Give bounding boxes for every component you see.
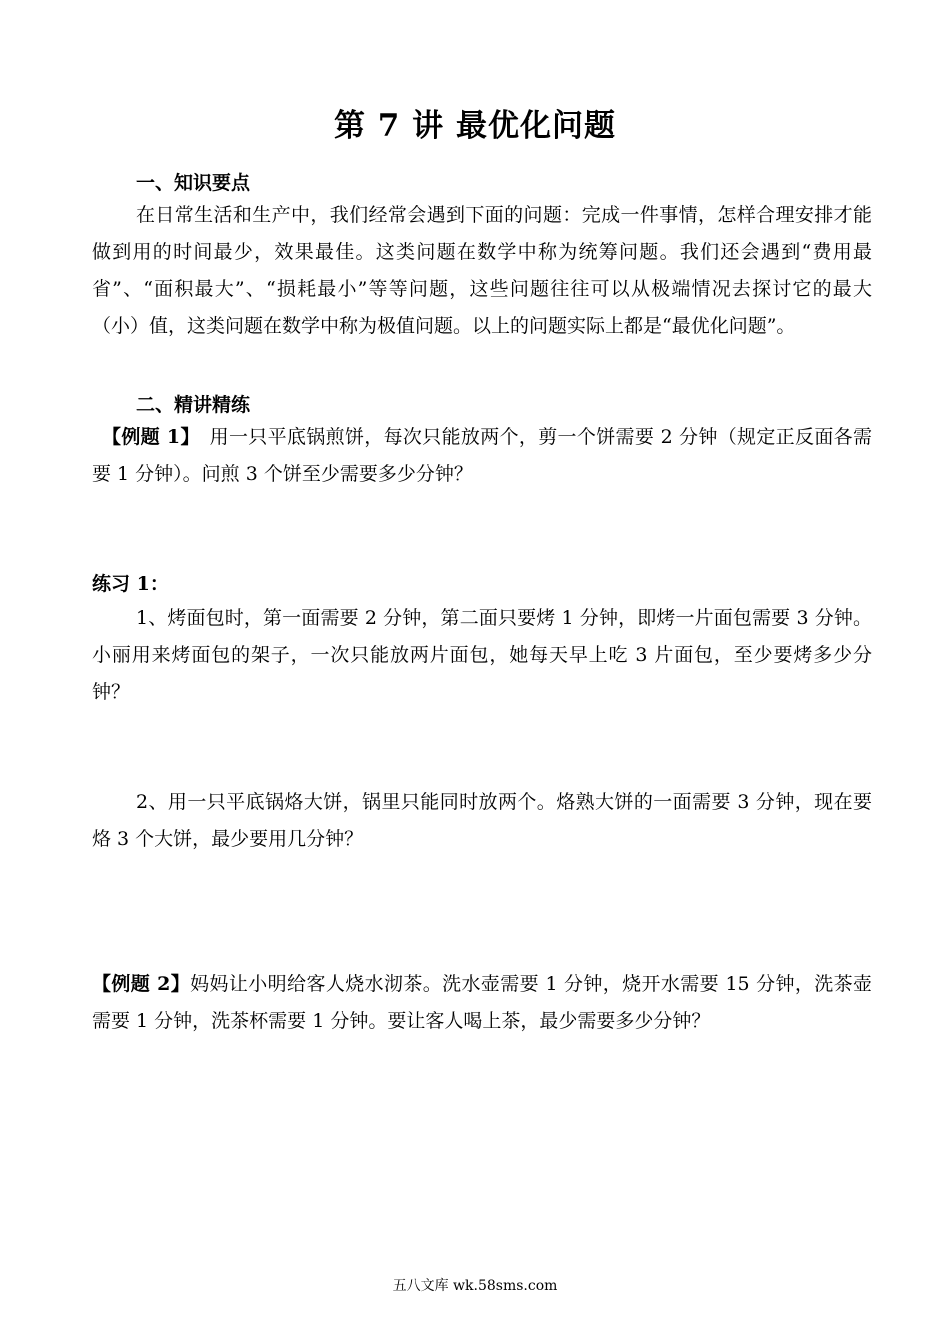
knowledge-paragraph: 在日常生活和生产中，我们经常会遇到下面的问题：完成一件事情，怎样合理安排才能做到用的时间最少，效果最佳。这类问题在数学中称为统筹问题。我们还会遇到“费用最省”、“面积最大”、“损耗最小”等等问题，这些问题往往可以从极端情况去探讨它的最大（小）值，这类问题在数学中称为极值问题。以上的问题实际上都是“最优化问题”。 [92, 204, 872, 337]
example-2-label: 【例题 2】 [92, 973, 191, 995]
section-heading-knowledge: 一、知识要点 [136, 172, 251, 194]
practice-1-item-1: 1、烤面包时，第一面需要 2 分钟，第二面只要烤 1 分钟，即烤一片面包需要 3 分钟。小丽用来烤面包的架子，一次只能放两片面包，她每天早上吃 3 片面包，至少要烤多少分钟？ [92, 607, 872, 703]
example-2-text: 妈妈让小明给客人烧水沏茶。洗水壶需要 1 分钟，烧开水需要 15 分钟，洗茶壶需要 1 分钟，洗茶杯需要 1 分钟。要让客人喝上茶，最少需要多少分钟？ [92, 973, 872, 1032]
example-1-text: 用一只平底锅煎饼，每次只能放两个，剪一个饼需要 2 分钟（规定正反面各需要 1 分钟）。问煎 3 个饼至少需要多少分钟？ [92, 426, 872, 485]
section-heading-practice: 二、精讲精练 [136, 394, 251, 416]
page-title: 第 7 讲 最优化问题 [334, 108, 616, 144]
example-2 [92, 966, 872, 1040]
practice-1-item-2: 2、用一只平底锅烙大饼，锅里只能同时放两个。烙熟大饼的一面需要 3 分钟，现在要烙 3 个大饼，最少要用几分钟？ [92, 791, 872, 850]
example-1 [92, 419, 872, 493]
example-1-label: 【例题 1】 [102, 426, 191, 448]
practice-1-label: 练习 1： [92, 573, 169, 595]
footer-watermark: 五八文库 wk.58sms.com [392, 1278, 558, 1294]
